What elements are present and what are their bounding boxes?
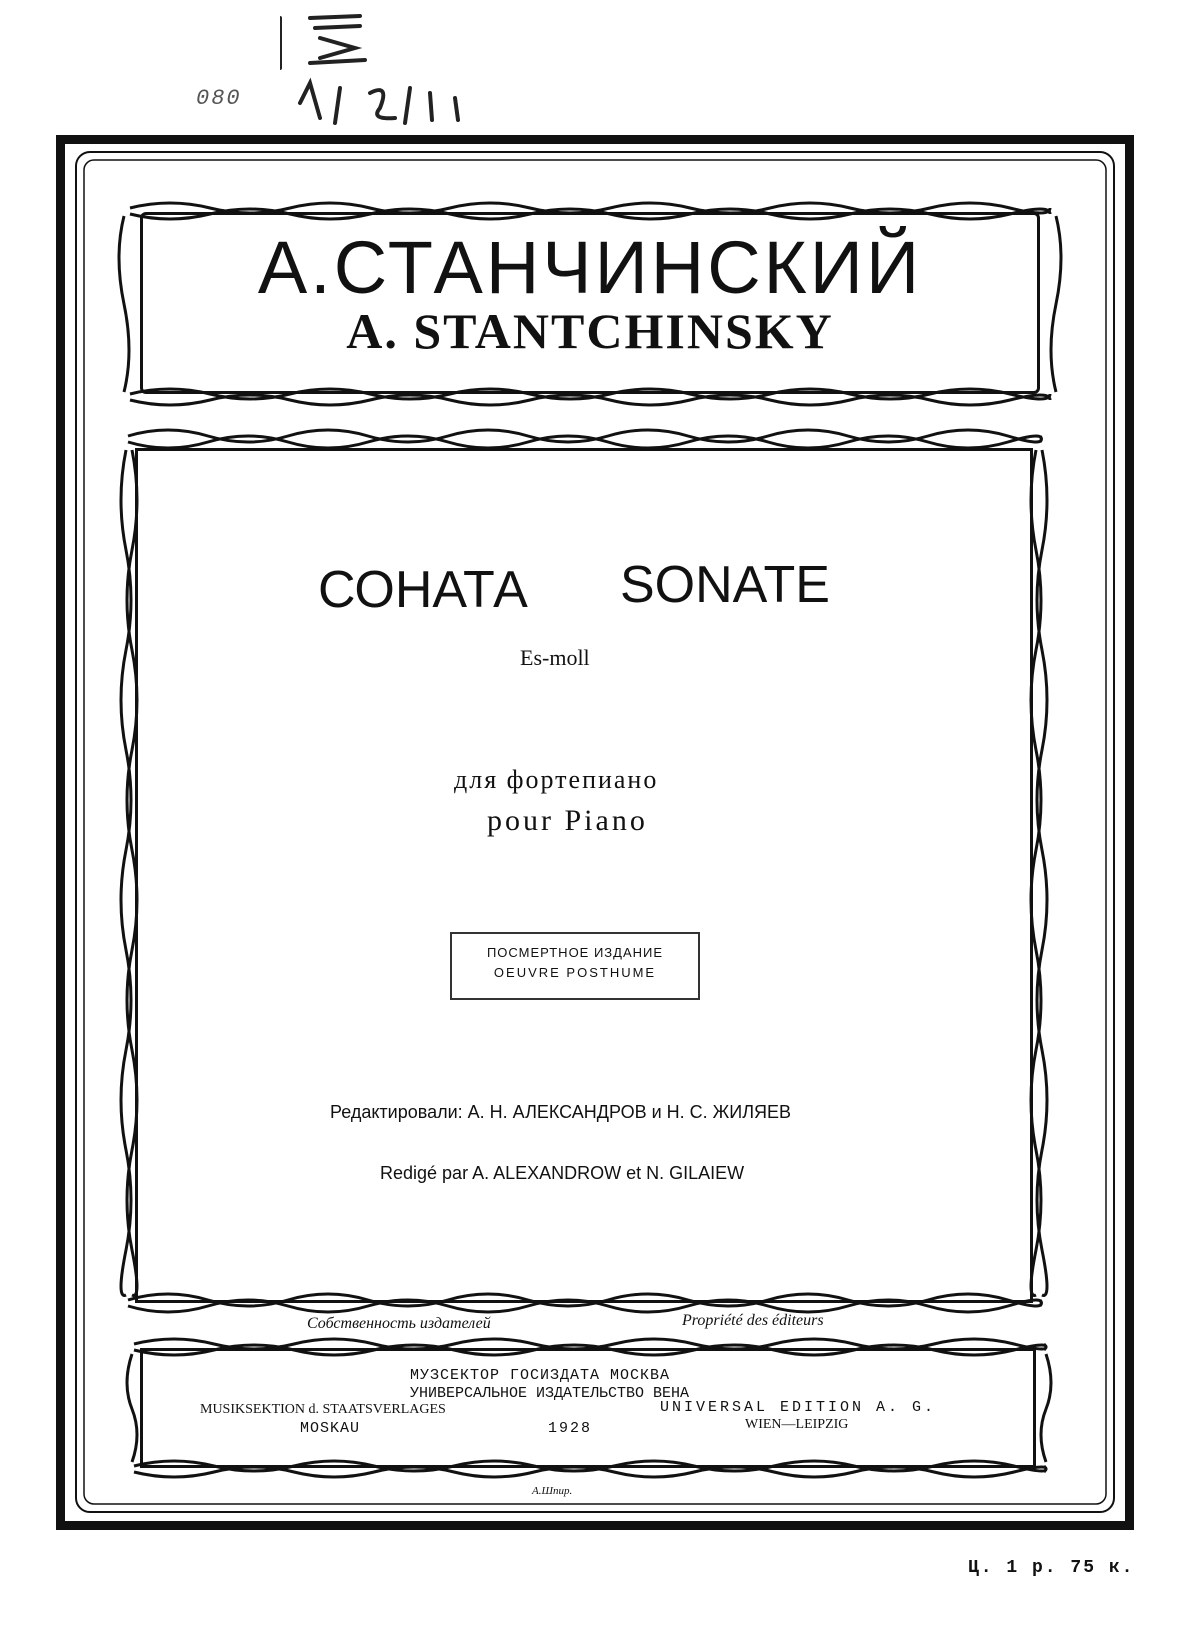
publisher-german-line-2: MOSKAU bbox=[300, 1420, 361, 1437]
publisher-russian-line-1: МУЗСЕКТОР ГОСИЗДАТА МОСКВА bbox=[410, 1367, 671, 1384]
main-vine-ornament bbox=[118, 420, 1050, 1322]
instrument-french: pour Piano bbox=[487, 804, 648, 837]
price: Ц. 1 р. 75 к. bbox=[968, 1558, 1135, 1578]
work-title-russian: СОНАТА bbox=[318, 561, 528, 619]
editors-russian: Редактировали: А. Н. АЛЕКСАНДРОВ и Н. С. ЖИЛЯЕВ bbox=[330, 1102, 792, 1122]
work-title-french: SONATE bbox=[620, 556, 830, 614]
library-handwritten-stamp bbox=[280, 8, 480, 138]
author-name-russian: А.СТАНЧИНСКИЙ bbox=[257, 226, 923, 309]
author-name-english: A. STANTCHINSKY bbox=[346, 303, 834, 359]
property-russian: Собственность издателей bbox=[307, 1315, 491, 1332]
publisher-german-line-1: MUSIKSEKTION d. STAATSVERLAGES bbox=[200, 1402, 446, 1417]
engraver-signature: А.Шпир. bbox=[532, 1485, 573, 1497]
universal-edition-line-2: WIEN—LEIPZIG bbox=[745, 1417, 849, 1432]
posthumous-french: OEUVRE POSTHUME bbox=[493, 965, 657, 980]
property-french: Propriété des éditeurs bbox=[682, 1312, 824, 1329]
publisher-russian-line-2: УНИВЕРСАЛЬНОЕ ИЗДАТЕЛЬСТВО ВЕНА bbox=[410, 1385, 690, 1402]
editors-french: Redigé par A. ALEXANDROW et N. GILAIEW bbox=[380, 1163, 745, 1183]
work-key: Es-moll bbox=[520, 645, 590, 670]
posthumous-russian: ПОСМЕРТНОЕ ИЗДАНИЕ bbox=[486, 945, 664, 960]
library-stamp-number: 080 bbox=[196, 86, 242, 111]
publication-year: 1928 bbox=[548, 1420, 593, 1437]
universal-edition-line-1: UNIVERSAL EDITION A. G. bbox=[660, 1399, 937, 1416]
instrument-russian: для фортепиано bbox=[454, 765, 659, 794]
